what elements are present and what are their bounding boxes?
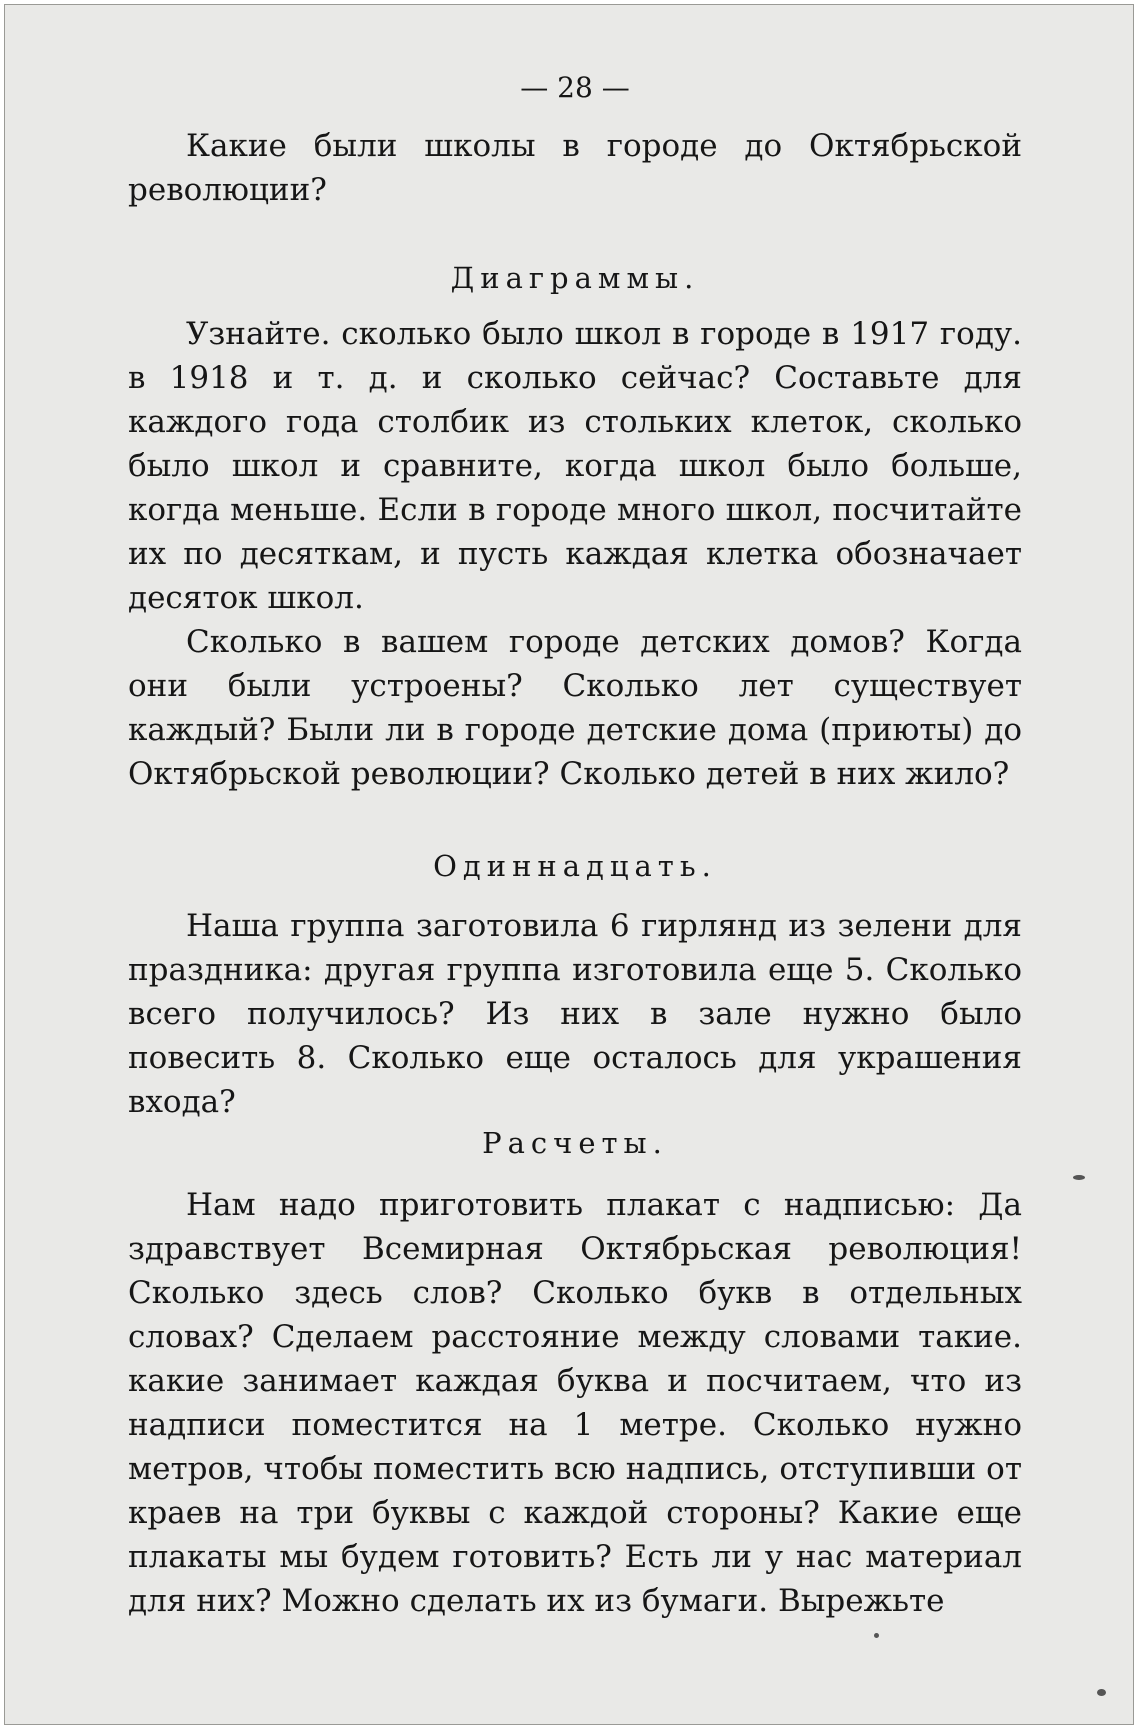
paragraph-schools-count: Узнайте. сколько было школ в городе в 1917 году. в 1918 и т. д. и сколько сейчас? Составьте для каждого года столбик из стольких клеток, сколько было школ и сравните, когда школ было больше, когда меньше. Если в городе много школ, посчитайте их по десяткам, и пусть каждая клетка обозначает десяток школ. (128, 316, 1022, 616)
section-diagrams-body (128, 312, 1022, 796)
section-calculations (128, 1123, 1022, 1163)
heading-calculations: Расчеты. (482, 1126, 668, 1160)
paragraph-schools-before-revolution: Какие были школы в городе до Октябрьской революции? (128, 128, 1022, 208)
section-diagrams (128, 258, 1022, 298)
page-number: — 28 — (520, 71, 630, 104)
scan-speck (1097, 1689, 1106, 1696)
scan-speck (1073, 1175, 1085, 1180)
intro-block (128, 124, 1022, 212)
heading-eleven: Одиннадцать. (433, 849, 717, 883)
heading-diagrams: Диаграммы. (450, 261, 700, 295)
section-eleven (128, 846, 1022, 886)
section-eleven-body (128, 904, 1022, 1124)
paragraph-garlands: Наша группа заготовила 6 гирлянд из зелени для праздника: другая группа изготовила еще 5. Сколько всего получилось? Из них в зале нужно было повесить 8. Сколько еще осталось для украшения входа? (128, 908, 1022, 1120)
section-calculations-body (128, 1183, 1022, 1623)
paragraph-childrens-homes: Сколько в вашем городе детских домов? Когда они были устроены? Сколько лет существует каждый? Были ли в городе детские дома (приюты) до Октябрьской революции? Сколько детей в них жило? (128, 624, 1022, 792)
scan-speck (874, 1633, 879, 1638)
paragraph-poster: Нам надо приготовить плакат с надписью: Да здравствует Всемирная Октябрьская революция! Сколько здесь слов? Сколько букв в отдельных словах? Сделаем расстояние между словами такие. какие занимает каждая буква и посчитаем, что из надписи поместится на 1 метре. Сколько нужно метров, чтобы поместить всю надпись, отступивши от краев на три буквы с каждой стороны? Какие еще плакаты мы будем готовить? Есть ли у нас материал для них? Можно сделать их из бумаги. Вырежьте (128, 1187, 1022, 1619)
